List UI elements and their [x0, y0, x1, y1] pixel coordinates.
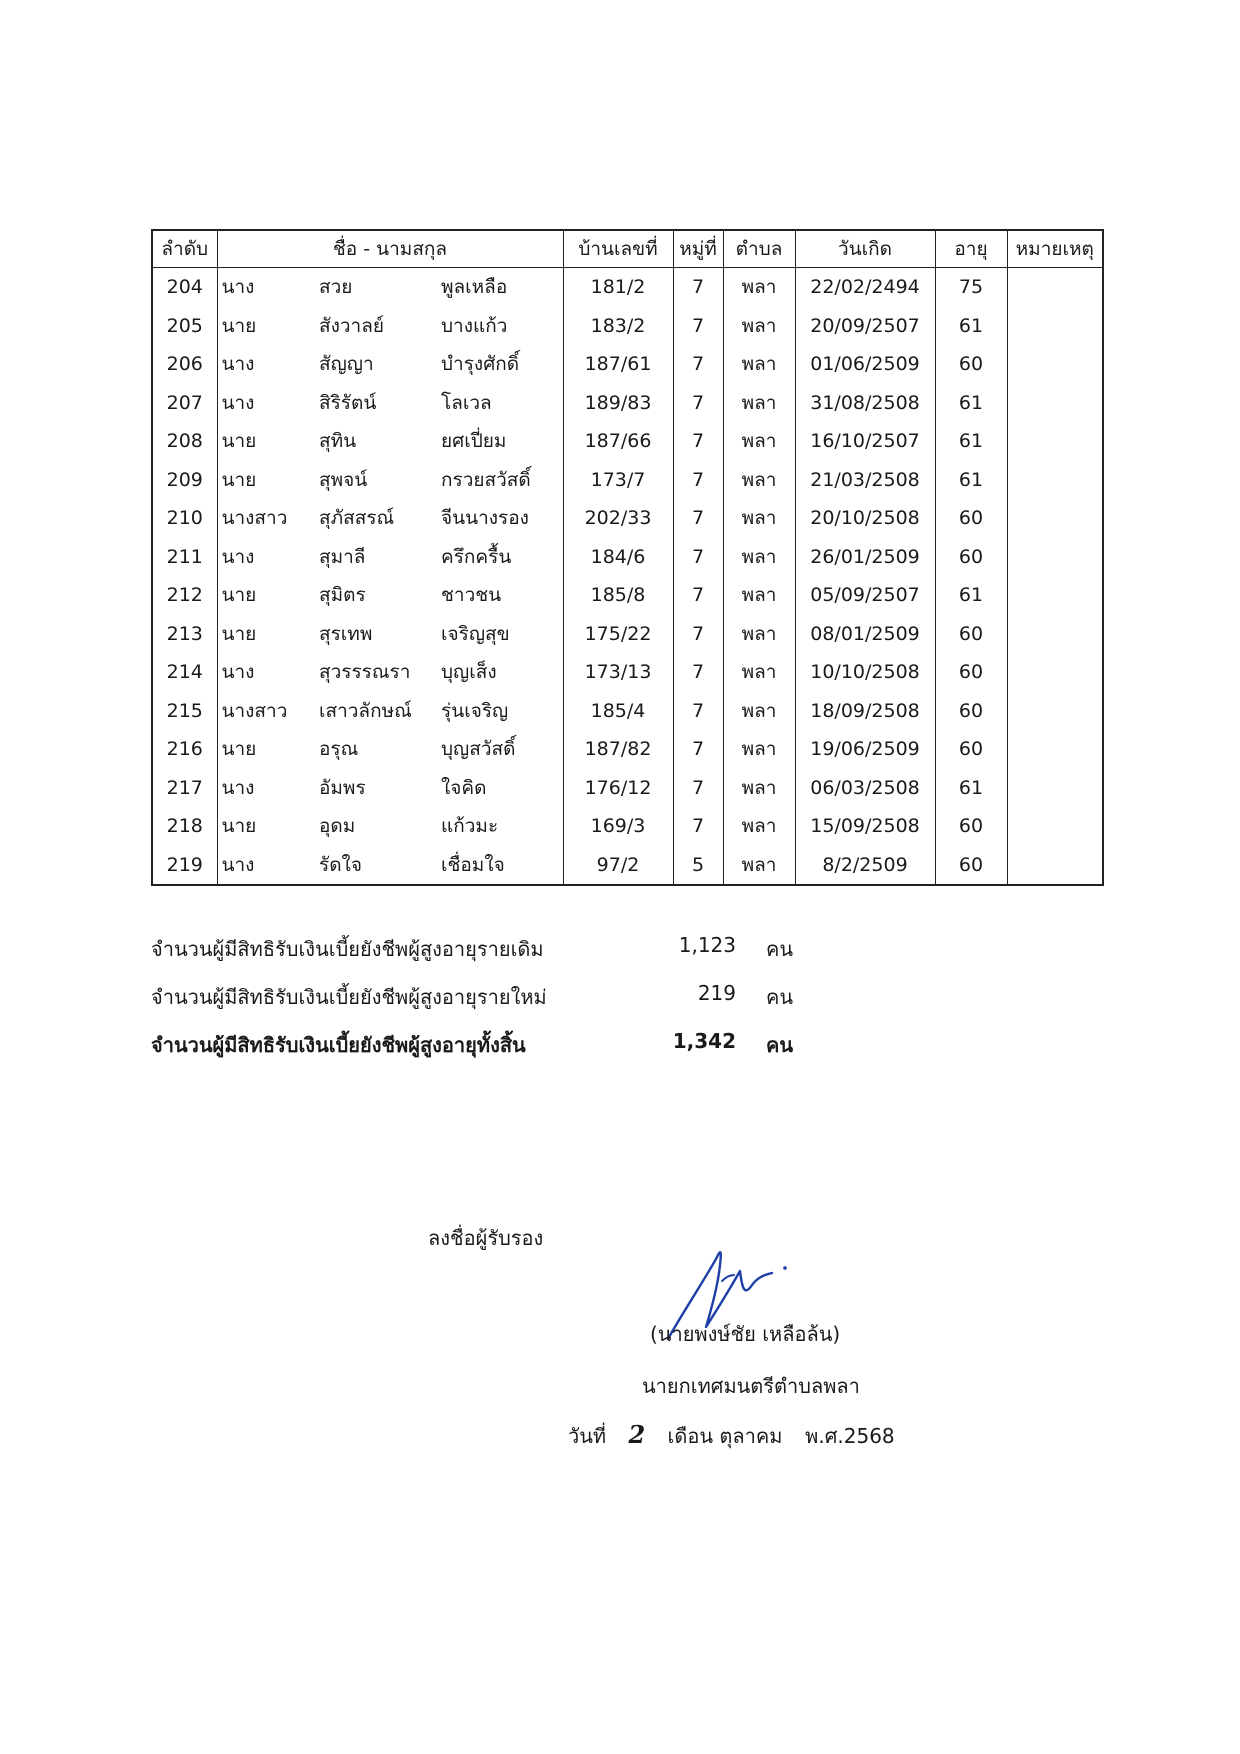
- cell-subdistrict: พลา: [723, 769, 795, 808]
- cell-village: 7: [673, 307, 723, 346]
- cell-remark: [1007, 422, 1103, 461]
- cell-birthdate: 20/10/2508: [795, 499, 935, 538]
- cell-remark: [1007, 615, 1103, 654]
- cell-first-name: สัญญา: [319, 353, 374, 376]
- cell-house-no: 202/33: [563, 499, 673, 538]
- cell-age: 61: [935, 384, 1007, 423]
- cell-birthdate: 19/06/2509: [795, 730, 935, 769]
- cell-no: 214: [152, 653, 217, 692]
- cell-no: 219: [152, 846, 217, 886]
- cell-title: นาง: [217, 268, 311, 307]
- cell-house-no: 169/3: [563, 807, 673, 846]
- summary-existing: [151, 925, 851, 973]
- cell-age: 61: [935, 576, 1007, 615]
- cell-title: นาย: [217, 307, 311, 346]
- cell-first-name: อัมพร: [319, 776, 366, 799]
- table-row: [152, 461, 1103, 500]
- table-row: [152, 576, 1103, 615]
- signer-position: นายกเทศมนตรีตำบลพลา: [642, 1374, 860, 1398]
- cell-remark: [1007, 268, 1103, 307]
- summary-value: 1,123: [678, 933, 736, 957]
- header-remark: หมายเหตุ: [1007, 230, 1103, 268]
- cell-remark: [1007, 461, 1103, 500]
- cell-age: 60: [935, 653, 1007, 692]
- cell-house-no: 183/2: [563, 307, 673, 346]
- cell-remark: [1007, 538, 1103, 577]
- summary-section: [151, 925, 851, 1069]
- cell-village: 7: [673, 538, 723, 577]
- cell-last-name: บุญสวัสดิ์: [435, 730, 563, 769]
- cell-house-no: 187/82: [563, 730, 673, 769]
- cell-subdistrict: พลา: [723, 268, 795, 307]
- summary-value: 1,342: [672, 1029, 736, 1053]
- header-subdistrict: ตำบล: [723, 230, 795, 268]
- cell-subdistrict: พลา: [723, 422, 795, 461]
- cell-age: 60: [935, 730, 1007, 769]
- cell-remark: [1007, 807, 1103, 846]
- summary-unit: คน: [766, 985, 794, 1009]
- certifier-label: ลงชื่อผู้รับรอง: [428, 1226, 544, 1250]
- cell-village: 7: [673, 268, 723, 307]
- cell-remark: [1007, 576, 1103, 615]
- cell-subdistrict: พลา: [723, 499, 795, 538]
- cell-subdistrict: พลา: [723, 615, 795, 654]
- cell-village: 7: [673, 461, 723, 500]
- cell-remark: [1007, 384, 1103, 423]
- cell-title: นาย: [217, 615, 311, 654]
- cell-no: 211: [152, 538, 217, 577]
- year-value: พ.ศ.2568: [805, 1424, 895, 1448]
- cell-remark: [1007, 730, 1103, 769]
- table-row: [152, 730, 1103, 769]
- cell-title: นาย: [217, 461, 311, 500]
- cell-house-no: 185/4: [563, 692, 673, 731]
- table-row: [152, 499, 1103, 538]
- month-value: ตุลาคม: [719, 1424, 783, 1448]
- table-row: [152, 422, 1103, 461]
- cell-no: 216: [152, 730, 217, 769]
- header-birthdate: วันเกิด: [795, 230, 935, 268]
- cell-first-name: สวย: [319, 276, 353, 299]
- table-row: [152, 538, 1103, 577]
- cell-birthdate: 8/2/2509: [795, 846, 935, 886]
- cell-subdistrict: พลา: [723, 307, 795, 346]
- cell-house-no: 184/6: [563, 538, 673, 577]
- cell-subdistrict: พลา: [723, 692, 795, 731]
- cell-village: 7: [673, 576, 723, 615]
- cell-first-name: อรุณ: [319, 738, 359, 761]
- cell-age: 60: [935, 615, 1007, 654]
- certification-date: [568, 1420, 895, 1452]
- cell-last-name: จีนนางรอง: [435, 499, 563, 538]
- cell-age: 60: [935, 499, 1007, 538]
- cell-last-name: บางแก้ว: [435, 307, 563, 346]
- summary-new: [151, 973, 851, 1021]
- cell-last-name: บำรุงศักดิ์: [435, 345, 563, 384]
- cell-first-name: สุภัสสรณ์: [319, 507, 395, 530]
- cell-remark: [1007, 345, 1103, 384]
- cell-no: 207: [152, 384, 217, 423]
- cell-no: 208: [152, 422, 217, 461]
- cell-remark: [1007, 653, 1103, 692]
- cell-birthdate: 16/10/2507: [795, 422, 935, 461]
- cell-birthdate: 31/08/2508: [795, 384, 935, 423]
- cell-title: นาง: [217, 345, 311, 384]
- cell-birthdate: 26/01/2509: [795, 538, 935, 577]
- cell-first-name: สุมิตร: [319, 584, 366, 607]
- header-name: ชื่อ - นามสกุล: [217, 230, 563, 268]
- cell-house-no: 187/61: [563, 345, 673, 384]
- cell-age: 60: [935, 345, 1007, 384]
- cell-subdistrict: พลา: [723, 345, 795, 384]
- cell-remark: [1007, 307, 1103, 346]
- cell-subdistrict: พลา: [723, 730, 795, 769]
- cell-last-name: โลเวล: [435, 384, 563, 423]
- day-label: วันที่: [568, 1424, 607, 1448]
- cell-birthdate: 20/09/2507: [795, 307, 935, 346]
- cell-last-name: กรวยสวัสดิ์: [435, 461, 563, 500]
- cell-remark: [1007, 499, 1103, 538]
- signer-name: (นายพงษ์ชัย เหลือล้น): [650, 1322, 841, 1346]
- cell-first-name: สุรเทพ: [319, 622, 373, 645]
- header-no: ลำดับ: [152, 230, 217, 268]
- cell-house-no: 97/2: [563, 846, 673, 886]
- cell-title: นาง: [217, 653, 311, 692]
- cell-village: 5: [673, 846, 723, 886]
- cell-no: 212: [152, 576, 217, 615]
- cell-birthdate: 01/06/2509: [795, 345, 935, 384]
- summary-label: จำนวนผู้มีสิทธิรับเงินเบี้ยยังชีพผู้สูงอายุทั้งสิ้น: [151, 1033, 526, 1057]
- table-row: [152, 345, 1103, 384]
- summary-label: จำนวนผู้มีสิทธิรับเงินเบี้ยยังชีพผู้สูงอายุรายเดิม: [151, 937, 544, 961]
- cell-title: นาง: [217, 769, 311, 808]
- cell-subdistrict: พลา: [723, 576, 795, 615]
- cell-birthdate: 10/10/2508: [795, 653, 935, 692]
- cell-first-name: เสาวลักษณ์: [319, 699, 412, 722]
- table-row: [152, 846, 1103, 886]
- cell-house-no: 187/66: [563, 422, 673, 461]
- cell-age: 61: [935, 422, 1007, 461]
- cell-age: 61: [935, 307, 1007, 346]
- cell-village: 7: [673, 615, 723, 654]
- table-row: [152, 769, 1103, 808]
- cell-village: 7: [673, 422, 723, 461]
- cell-remark: [1007, 846, 1103, 886]
- table-row: [152, 384, 1103, 423]
- cell-house-no: 173/7: [563, 461, 673, 500]
- cell-birthdate: 08/01/2509: [795, 615, 935, 654]
- cell-last-name: เชื่อมใจ: [435, 846, 563, 886]
- cell-house-no: 181/2: [563, 268, 673, 307]
- cell-remark: [1007, 769, 1103, 808]
- cell-last-name: รุ่นเจริญ: [435, 692, 563, 731]
- summary-unit: คน: [766, 1033, 794, 1057]
- cell-first-name: สุวรรรณรา: [319, 661, 411, 684]
- summary-value: 219: [697, 981, 736, 1005]
- cell-no: 215: [152, 692, 217, 731]
- cell-birthdate: 18/09/2508: [795, 692, 935, 731]
- cell-age: 61: [935, 461, 1007, 500]
- cell-subdistrict: พลา: [723, 538, 795, 577]
- cell-village: 7: [673, 499, 723, 538]
- cell-title: นาง: [217, 846, 311, 886]
- cell-last-name: เจริญสุข: [435, 615, 563, 654]
- cell-title: นางสาว: [217, 692, 311, 731]
- cell-last-name: ชาวชน: [435, 576, 563, 615]
- cell-no: 217: [152, 769, 217, 808]
- cell-no: 210: [152, 499, 217, 538]
- table-row: [152, 307, 1103, 346]
- cell-title: นาง: [217, 538, 311, 577]
- cell-last-name: ครึกครื้น: [435, 538, 563, 577]
- cell-village: 7: [673, 730, 723, 769]
- summary-total: [151, 1021, 851, 1069]
- cell-subdistrict: พลา: [723, 461, 795, 500]
- cell-village: 7: [673, 345, 723, 384]
- table-row: [152, 615, 1103, 654]
- cell-village: 7: [673, 692, 723, 731]
- cell-birthdate: 05/09/2507: [795, 576, 935, 615]
- cell-birthdate: 06/03/2508: [795, 769, 935, 808]
- elderly-allowance-table: [151, 229, 1104, 886]
- cell-title: นาย: [217, 730, 311, 769]
- cell-birthdate: 15/09/2508: [795, 807, 935, 846]
- cell-last-name: ยศเปี่ยม: [435, 422, 563, 461]
- cell-house-no: 185/8: [563, 576, 673, 615]
- cell-last-name: ใจคิด: [435, 769, 563, 808]
- cell-house-no: 189/83: [563, 384, 673, 423]
- summary-label: จำนวนผู้มีสิทธิรับเงินเบี้ยยังชีพผู้สูงอายุรายใหม่: [151, 985, 547, 1009]
- cell-last-name: บุญเส็ง: [435, 653, 563, 692]
- cell-no: 206: [152, 345, 217, 384]
- summary-unit: คน: [766, 937, 794, 961]
- month-label: เดือน: [667, 1424, 714, 1448]
- table-row: [152, 807, 1103, 846]
- cell-subdistrict: พลา: [723, 807, 795, 846]
- header-village: หมู่ที่: [673, 230, 723, 268]
- cell-no: 205: [152, 307, 217, 346]
- cell-birthdate: 22/02/2494: [795, 268, 935, 307]
- cell-village: 7: [673, 384, 723, 423]
- cell-age: 61: [935, 769, 1007, 808]
- cell-no: 213: [152, 615, 217, 654]
- cell-house-no: 176/12: [563, 769, 673, 808]
- cell-age: 60: [935, 538, 1007, 577]
- cell-village: 7: [673, 653, 723, 692]
- table-row: [152, 653, 1103, 692]
- cell-first-name: รัดใจ: [319, 853, 362, 876]
- cell-village: 7: [673, 807, 723, 846]
- cell-first-name: สุมาลี: [319, 545, 366, 568]
- cell-house-no: 173/13: [563, 653, 673, 692]
- table-header-row: [152, 230, 1103, 268]
- cell-first-name: อุดม: [319, 815, 356, 838]
- cell-subdistrict: พลา: [723, 846, 795, 886]
- table-row: [152, 268, 1103, 307]
- header-age: อายุ: [935, 230, 1007, 268]
- cell-birthdate: 21/03/2508: [795, 461, 935, 500]
- cell-title: นางสาว: [217, 499, 311, 538]
- cell-remark: [1007, 692, 1103, 731]
- header-house-no: บ้านเลขที่: [563, 230, 673, 268]
- day-value: 2: [628, 1420, 646, 1449]
- table-row: [152, 692, 1103, 731]
- cell-last-name: พูลเหลือ: [435, 268, 563, 307]
- cell-age: 60: [935, 807, 1007, 846]
- cell-subdistrict: พลา: [723, 653, 795, 692]
- cell-first-name: สังวาลย์: [319, 314, 384, 337]
- cell-no: 204: [152, 268, 217, 307]
- cell-title: นาง: [217, 384, 311, 423]
- cell-no: 218: [152, 807, 217, 846]
- cell-title: นาย: [217, 807, 311, 846]
- cell-age: 60: [935, 692, 1007, 731]
- cell-last-name: แก้วมะ: [435, 807, 563, 846]
- cell-subdistrict: พลา: [723, 384, 795, 423]
- cell-no: 209: [152, 461, 217, 500]
- cell-age: 60: [935, 846, 1007, 886]
- cell-title: นาย: [217, 576, 311, 615]
- cell-first-name: สิริรัตน์: [319, 391, 377, 414]
- cell-village: 7: [673, 769, 723, 808]
- cell-first-name: สุพจน์: [319, 468, 368, 491]
- cell-title: นาย: [217, 422, 311, 461]
- cell-first-name: สุทิน: [319, 430, 357, 453]
- cell-age: 75: [935, 268, 1007, 307]
- cell-house-no: 175/22: [563, 615, 673, 654]
